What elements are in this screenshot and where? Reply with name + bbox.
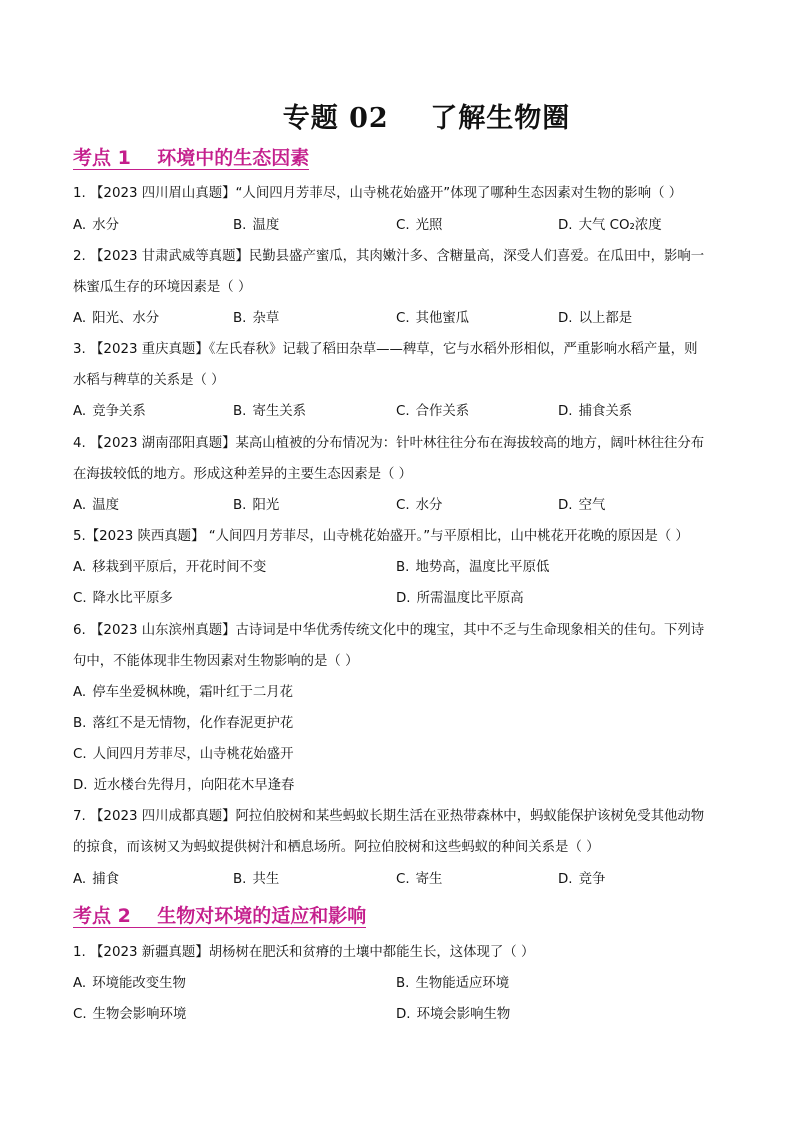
option-a: A. 捕食	[73, 872, 119, 887]
option-c: C. 光照	[396, 218, 443, 233]
question-stem-line: 的掠食，而该树又为蚂蚁提供树汁和栖息场所。阿拉伯胶树和这些蚂蚁的种间关系是（ ）	[73, 840, 600, 855]
question-stem-line: 5.【2023 陕西真题】 “人间四月芳菲尽，山寺桃花始盛开。”与平原相比，山中桃花开花晚的原因是（ ）	[73, 529, 689, 544]
option-c: C. 其他蜜瓜	[396, 311, 470, 326]
option-c: C. 生物会影响环境	[73, 1007, 187, 1022]
option-d: D. 竞争	[558, 872, 606, 887]
option-b: B. 地势高，温度比平原低	[396, 560, 550, 575]
question-stem-line: 1. 【2023 新疆真题】胡杨树在肥沃和贫瘠的土壤中都能生长，这体现了（ ）	[73, 945, 535, 960]
question-stem-line: 4. 【2023 湖南邵阳真题】某高山植被的分布情况为：针叶林往往分布在海拔较高的地方，阔叶林往往分布	[73, 436, 705, 451]
question-1-6	[73, 615, 723, 677]
option-c: C. 水分	[396, 498, 443, 513]
option-c: C. 寄生	[396, 872, 443, 887]
question-stem-line: 2. 【2023 甘肃武威等真题】民勤县盛产蜜瓜，其肉嫩汁多、含糖量高，深受人们喜爱。在瓜田中，影响一	[73, 249, 705, 264]
question-1-3	[73, 334, 723, 396]
question-2-1	[73, 937, 723, 968]
option-b: B. 杂草	[233, 311, 280, 326]
option-c: C. 降水比平原多	[73, 591, 173, 606]
question-1-7	[73, 801, 723, 863]
page-title: 专题 02 了解生物圈	[282, 103, 571, 134]
option-d: D. 所需温度比平原高	[396, 591, 524, 606]
option-d: D. 近水楼台先得月，向阳花木早逢春	[73, 778, 295, 793]
option-b: B. 阳光	[233, 498, 280, 513]
option-a: A. 停车坐爱枫林晚，霜叶红于二月花	[73, 685, 294, 700]
option-b: B. 寄生关系	[233, 404, 307, 419]
question-stem-line: 3. 【2023 重庆真题】《左氏春秋》记载了稻田杂草——稗草，它与水稻外形相似，严重影响水稻产量，则	[73, 342, 698, 357]
question-1-4	[73, 428, 723, 490]
question-1-1	[73, 178, 723, 209]
option-b: B. 温度	[233, 218, 280, 233]
option-a: A. 移栽到平原后，开花时间不变	[73, 560, 267, 575]
option-d: D. 大气 CO₂浓度	[558, 218, 662, 233]
section-heading-1: 考点 1 环境中的生态因素	[73, 147, 310, 169]
option-a: A. 阳光、水分	[73, 311, 160, 326]
question-stem-line: 在海拔较低的地方。形成这种差异的主要生态因素是（ ）	[73, 467, 413, 482]
option-a: A. 温度	[73, 498, 119, 513]
option-c: C. 合作关系	[396, 404, 470, 419]
question-1-2	[73, 241, 723, 303]
question-stem-line: 6. 【2023 山东滨州真题】古诗词是中华优秀传统文化中的瑰宝，其中不乏与生命现象相关的佳句。下列诗	[73, 623, 705, 638]
option-c: C. 人间四月芳菲尽，山寺桃花始盛开	[73, 747, 294, 762]
option-a: A. 环境能改变生物	[73, 976, 186, 991]
question-stem-line: 1. 【2023 四川眉山真题】“人间四月芳菲尽，山寺桃花始盛开”体现了哪种生态因素对生物的影响（ ）	[73, 186, 683, 201]
option-d: D. 以上都是	[558, 311, 633, 326]
option-a: A. 水分	[73, 218, 119, 233]
question-1-5	[73, 521, 723, 552]
section-heading-2: 考点 2 生物对环境的适应和影响	[73, 905, 367, 927]
option-b: B. 共生	[233, 872, 280, 887]
question-stem-line: 句中，不能体现非生物因素对生物影响的是（ ）	[73, 654, 359, 669]
question-stem-line: 株蜜瓜生存的环境因素是（ ）	[73, 280, 252, 295]
question-stem-line: 水稻与稗草的关系是（ ）	[73, 373, 225, 388]
option-d: D. 捕食关系	[558, 404, 633, 419]
option-b: B. 落红不是无情物，化作春泥更护花	[73, 716, 294, 731]
option-a: A. 竞争关系	[73, 404, 146, 419]
question-stem-line: 7. 【2023 四川成都真题】阿拉伯胶树和某些蚂蚁长期生活在亚热带森林中，蚂蚁能保护该树免受其他动物	[73, 809, 705, 824]
option-d: D. 空气	[558, 498, 606, 513]
option-d: D. 环境会影响生物	[396, 1007, 511, 1022]
option-b: B. 生物能适应环境	[396, 976, 510, 991]
